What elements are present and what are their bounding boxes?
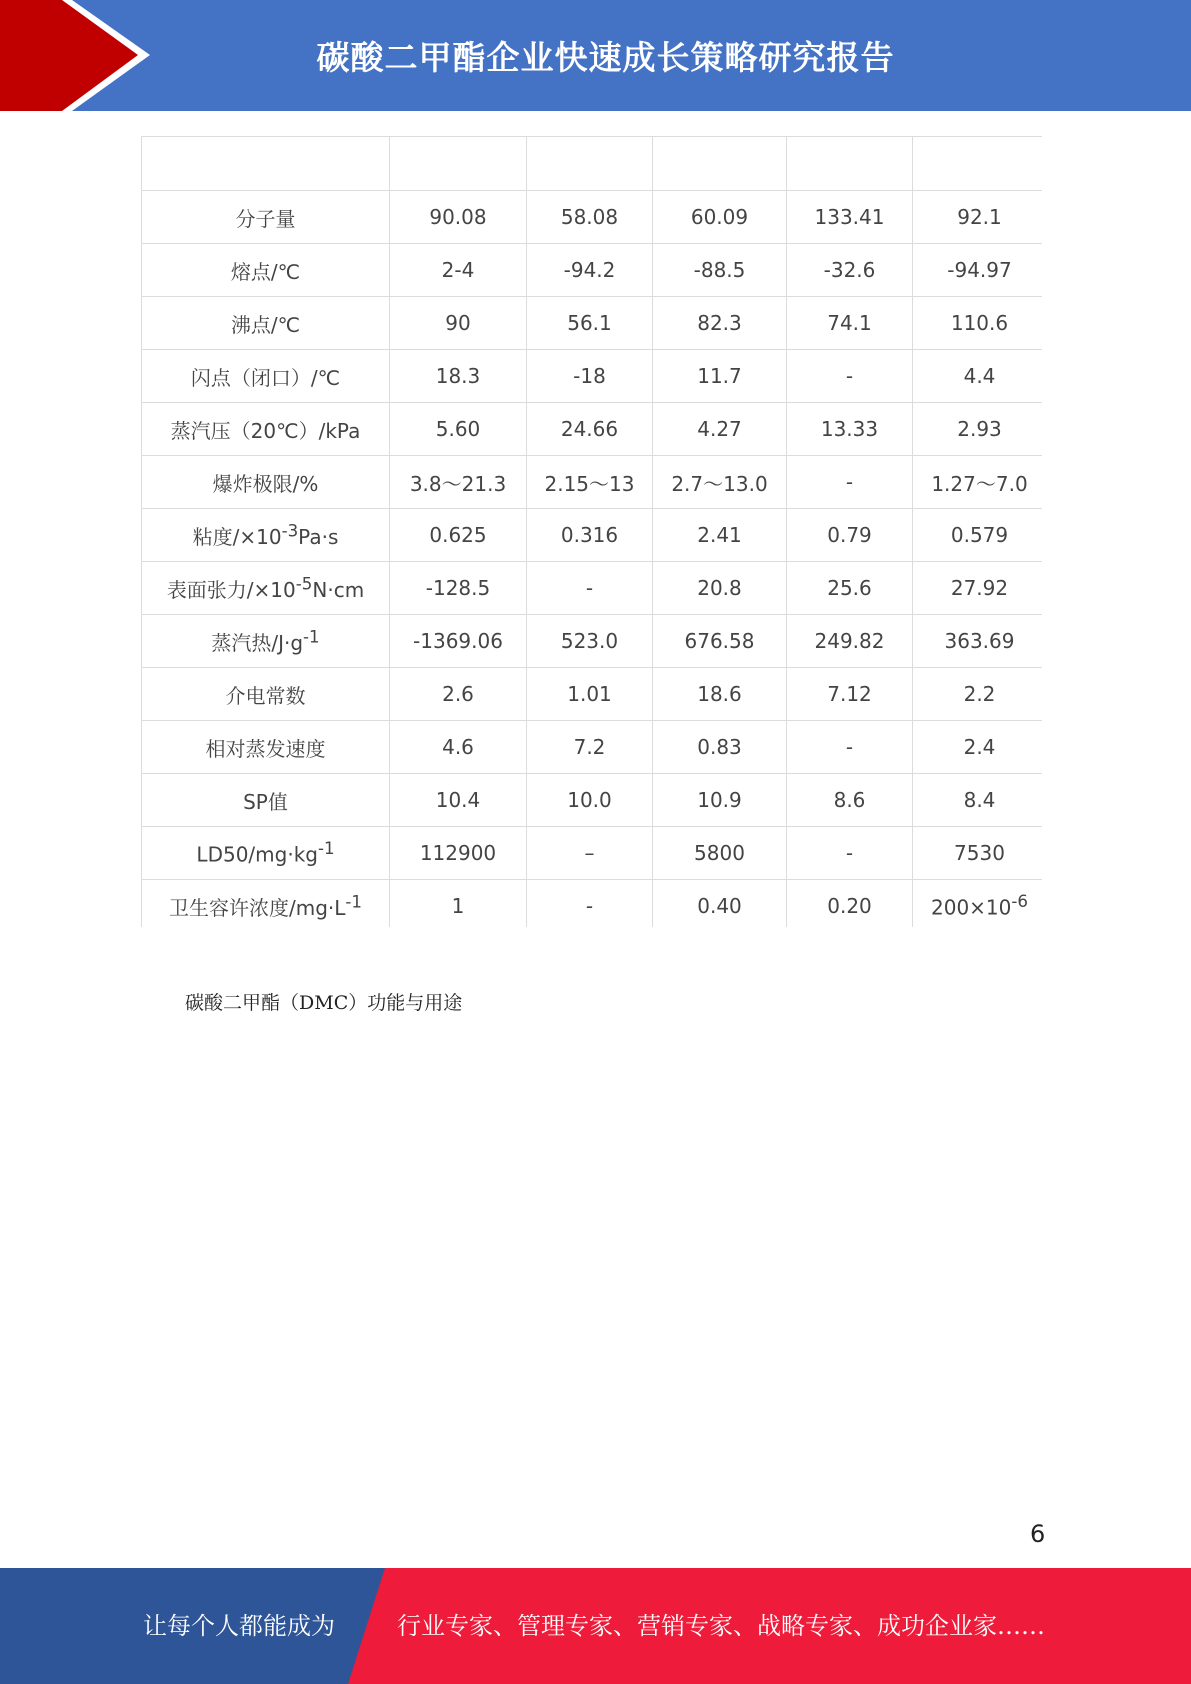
value-cell: -94.97	[913, 244, 1043, 297]
value-cell: 25.6	[787, 562, 913, 615]
value-cell: 2.15～13	[527, 456, 653, 509]
value-cell: 60.09	[653, 191, 787, 244]
value-cell: 10.4	[390, 774, 527, 827]
value-cell: -	[787, 721, 913, 774]
row-label: 表面张力/×10	[166, 577, 296, 602]
row-label: 闪点（闭口）/℃	[190, 365, 341, 390]
report-title: 碳酸二甲酯企业快速成长策略研究报告	[316, 38, 895, 77]
page-footer	[0, 1568, 1191, 1684]
value-cell: 58.08	[527, 191, 653, 244]
value-cell: 56.1	[527, 297, 653, 350]
section-caption: 碳酸二甲酯（DMC）功能与用途	[185, 992, 463, 1014]
row-label-unit: N·cm	[312, 577, 365, 602]
properties-table-container	[141, 136, 1042, 927]
value-cell: 2.41	[653, 509, 787, 562]
row-label: 粘度/×10	[192, 524, 282, 549]
row-label: 卫生容许浓度/mg·L	[168, 895, 346, 920]
table-row	[142, 403, 1043, 456]
row-label: LD50/mg·kg	[196, 842, 318, 867]
value-cell: 112900	[390, 827, 527, 880]
value-cell: 676.58	[653, 615, 787, 668]
table-header-cell	[653, 137, 787, 191]
value-cell: 523.0	[527, 615, 653, 668]
table-row	[142, 456, 1043, 509]
table-row	[142, 880, 1043, 928]
table-row	[142, 721, 1043, 774]
value-cell: 0.40	[653, 880, 787, 928]
value-cell: 0.625	[390, 509, 527, 562]
footer-slogan-right: 行业专家、管理专家、营销专家、战略专家、成功企业家……	[397, 1612, 1045, 1640]
value-cell: -	[527, 562, 653, 615]
row-label: 蒸汽热/J·g	[211, 630, 304, 655]
value-base: 200×10	[931, 895, 1012, 920]
row-label: 蒸汽压（20℃）/kPa	[170, 418, 361, 443]
value-cell: 0.579	[913, 509, 1043, 562]
value-cell: 11.7	[653, 350, 787, 403]
table-row	[142, 509, 1043, 562]
value-cell: 4.6	[390, 721, 527, 774]
value-cell: 18.3	[390, 350, 527, 403]
row-label-cell	[142, 827, 390, 880]
value-cell	[913, 880, 1043, 928]
row-label-cell	[142, 615, 390, 668]
value-cell: -1369.06	[390, 615, 527, 668]
row-label-cell	[142, 668, 390, 721]
value-cell: -	[787, 350, 913, 403]
table-row	[142, 827, 1043, 880]
row-label-exponent: -1	[317, 839, 335, 859]
row-label: 相对蒸发速度	[205, 736, 326, 761]
page-number: 6	[1030, 1520, 1046, 1548]
row-label-cell	[142, 880, 390, 928]
row-label: 介电常数	[225, 683, 306, 708]
page-header	[0, 0, 1191, 111]
value-cell: 1	[390, 880, 527, 928]
value-cell: 10.0	[527, 774, 653, 827]
value-cell: 10.9	[653, 774, 787, 827]
value-cell: -	[787, 456, 913, 509]
row-label-unit: Pa·s	[298, 524, 339, 549]
row-label-exponent: -1	[303, 626, 320, 646]
row-label-cell	[142, 774, 390, 827]
value-cell: 0.83	[653, 721, 787, 774]
table-row	[142, 562, 1043, 615]
value-cell: -	[787, 827, 913, 880]
value-cell: 2.93	[913, 403, 1043, 456]
value-cell: 82.3	[653, 297, 787, 350]
value-cell: 133.41	[787, 191, 913, 244]
table-row	[142, 774, 1043, 827]
row-label: 分子量	[235, 206, 296, 231]
table-row	[142, 350, 1043, 403]
row-label-exponent: -3	[281, 520, 299, 540]
value-exponent: -6	[1011, 892, 1028, 912]
table-header-cell	[787, 137, 913, 191]
table-row	[142, 297, 1043, 350]
value-cell: 2.2	[913, 668, 1043, 721]
value-cell: 18.6	[653, 668, 787, 721]
value-cell: -	[527, 880, 653, 928]
row-label-cell	[142, 721, 390, 774]
value-cell: 7.2	[527, 721, 653, 774]
table-row	[142, 668, 1043, 721]
value-cell: 13.33	[787, 403, 913, 456]
row-label-cell	[142, 403, 390, 456]
value-cell: -94.2	[527, 244, 653, 297]
value-cell: 4.27	[653, 403, 787, 456]
table-row	[142, 615, 1043, 668]
value-cell: 90.08	[390, 191, 527, 244]
row-label: SP值	[243, 789, 288, 814]
table-header-cell	[390, 137, 527, 191]
value-cell: 8.6	[787, 774, 913, 827]
table-row	[142, 244, 1043, 297]
value-cell: 92.1	[913, 191, 1043, 244]
value-cell: -88.5	[653, 244, 787, 297]
value-cell: -18	[527, 350, 653, 403]
row-label-cell	[142, 244, 390, 297]
value-cell: 90	[390, 297, 527, 350]
value-cell: 7530	[913, 827, 1043, 880]
value-cell: 24.66	[527, 403, 653, 456]
row-label-cell	[142, 297, 390, 350]
value-cell: 0.316	[527, 509, 653, 562]
row-label-exponent: -5	[295, 573, 313, 593]
value-cell: 8.4	[913, 774, 1043, 827]
value-cell: 2.6	[390, 668, 527, 721]
value-cell: 0.20	[787, 880, 913, 928]
value-cell: 0.79	[787, 509, 913, 562]
value-cell: 20.8	[653, 562, 787, 615]
value-cell: 3.8～21.3	[390, 456, 527, 509]
value-cell: 2-4	[390, 244, 527, 297]
value-cell: 110.6	[913, 297, 1043, 350]
table-header-row	[142, 137, 1043, 191]
row-label: 熔点/℃	[230, 259, 301, 284]
value-cell: 27.92	[913, 562, 1043, 615]
properties-table	[141, 136, 1042, 927]
value-cell: 5.60	[390, 403, 527, 456]
value-cell: –	[527, 827, 653, 880]
value-cell: 4.4	[913, 350, 1043, 403]
footer-slogan-left: 让每个人都能成为	[143, 1612, 335, 1640]
row-label-cell	[142, 509, 390, 562]
value-cell: 1.01	[527, 668, 653, 721]
row-label-exponent: -1	[345, 891, 363, 911]
row-label-cell	[142, 562, 390, 615]
table-row	[142, 191, 1043, 244]
row-label-cell	[142, 191, 390, 244]
row-label-cell	[142, 456, 390, 509]
value-cell: 2.4	[913, 721, 1043, 774]
value-cell: -32.6	[787, 244, 913, 297]
row-label: 沸点/℃	[230, 312, 301, 337]
table-header-cell	[913, 137, 1043, 191]
value-cell: 1.27～7.0	[913, 456, 1043, 509]
value-cell: 249.82	[787, 615, 913, 668]
table-header-cell	[527, 137, 653, 191]
value-cell: -128.5	[390, 562, 527, 615]
row-label: 爆炸极限/%	[212, 471, 319, 496]
row-label-cell	[142, 350, 390, 403]
table-header-cell	[142, 137, 390, 191]
value-cell: 2.7～13.0	[653, 456, 787, 509]
value-cell: 7.12	[787, 668, 913, 721]
value-cell: 363.69	[913, 615, 1043, 668]
value-cell: 74.1	[787, 297, 913, 350]
value-cell: 5800	[653, 827, 787, 880]
